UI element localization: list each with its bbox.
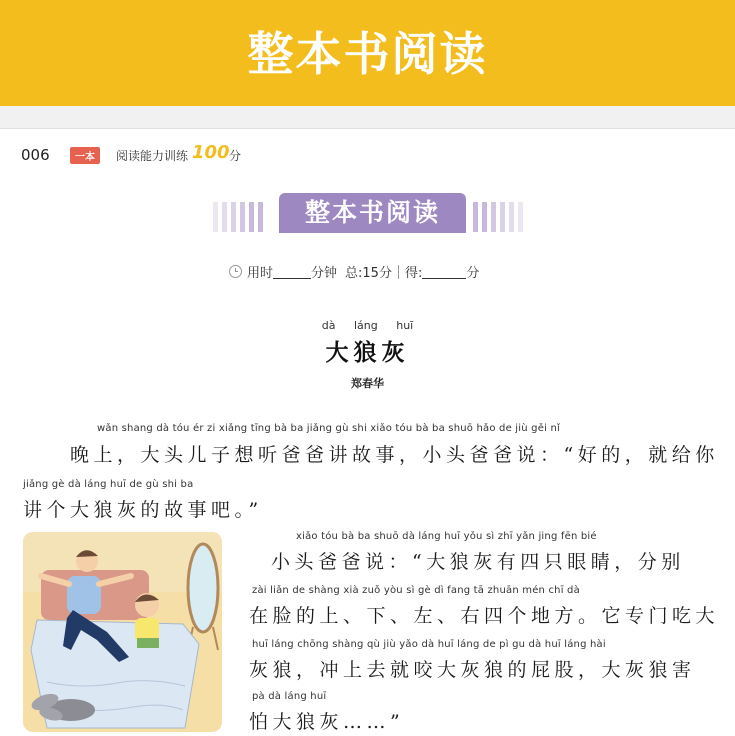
banner [0, 0, 735, 106]
book-page [0, 128, 735, 736]
pinyin-line-5: huī láng chōng shàng qù jiù yǎo dà huī láng de pì gu dà huī láng hài [252, 639, 606, 650]
pinyin-line-2: jiǎng gè dà láng huī de gù shi ba [23, 479, 194, 490]
section-stripes-left [213, 202, 263, 232]
section-title: 整本书阅读 [279, 193, 466, 233]
pinyin-line-1: wǎn shang dà tóu ér zi xiǎng tīng bà ba jiǎng gù shi xiǎo tóu bà ba shuō hǎo de jiù gěi nǐ [97, 423, 560, 434]
section-stripes-right [473, 202, 523, 232]
score-unit: 分 [466, 266, 480, 281]
pinyin-line-4: zài liǎn de shàng xià zuǒ yòu sì gè dì fang tā zhuān mén chī dà [252, 585, 580, 596]
story-title: 大狼灰 [325, 339, 410, 366]
series-name: 阅读能力训练 [116, 149, 189, 163]
time-blank[interactable] [273, 264, 311, 279]
text-line-1: 晚上，大头儿子想听爸爸讲故事，小头爸爸说：“好的，就给你 [70, 444, 719, 466]
pinyin-line-3: xiǎo tóu bà ba shuō dà láng huī yǒu sì zhī yǎn jing fēn bié [296, 531, 597, 542]
reading-meta [229, 262, 479, 281]
clock-icon [229, 265, 242, 278]
series-tag: 一本 [70, 147, 100, 164]
series-score: 100 [192, 142, 230, 163]
text-line-4: 在脸的上、下、左、右四个地方。它专门吃大 [249, 605, 720, 627]
title-pinyin: dà láng huī [321, 319, 414, 332]
text-line-2: 讲个大狼灰的故事吧。” [23, 499, 263, 521]
score-blank[interactable] [422, 264, 466, 279]
divider [398, 265, 399, 279]
time-unit: 分钟 [311, 266, 338, 281]
text-line-3: 小头爸爸说：“大狼灰有四只眼睛，分别 [271, 551, 685, 573]
series-unit: 分 [229, 149, 242, 163]
time-label: 用时 [247, 266, 274, 281]
story-author: 郑春华 [351, 377, 384, 390]
pinyin-line-6: pà dà láng huī [252, 691, 327, 702]
story-illustration [23, 532, 222, 732]
text-line-5: 灰狼，冲上去就咬大灰狼的屁股，大灰狼害 [249, 659, 696, 681]
total-score: 总:15分 [345, 266, 392, 281]
score-label: 得: [404, 266, 423, 281]
text-line-6: 怕大狼灰……” [249, 711, 405, 733]
page-number: 006 [21, 146, 50, 164]
banner-title: 整本书阅读 [247, 27, 488, 81]
